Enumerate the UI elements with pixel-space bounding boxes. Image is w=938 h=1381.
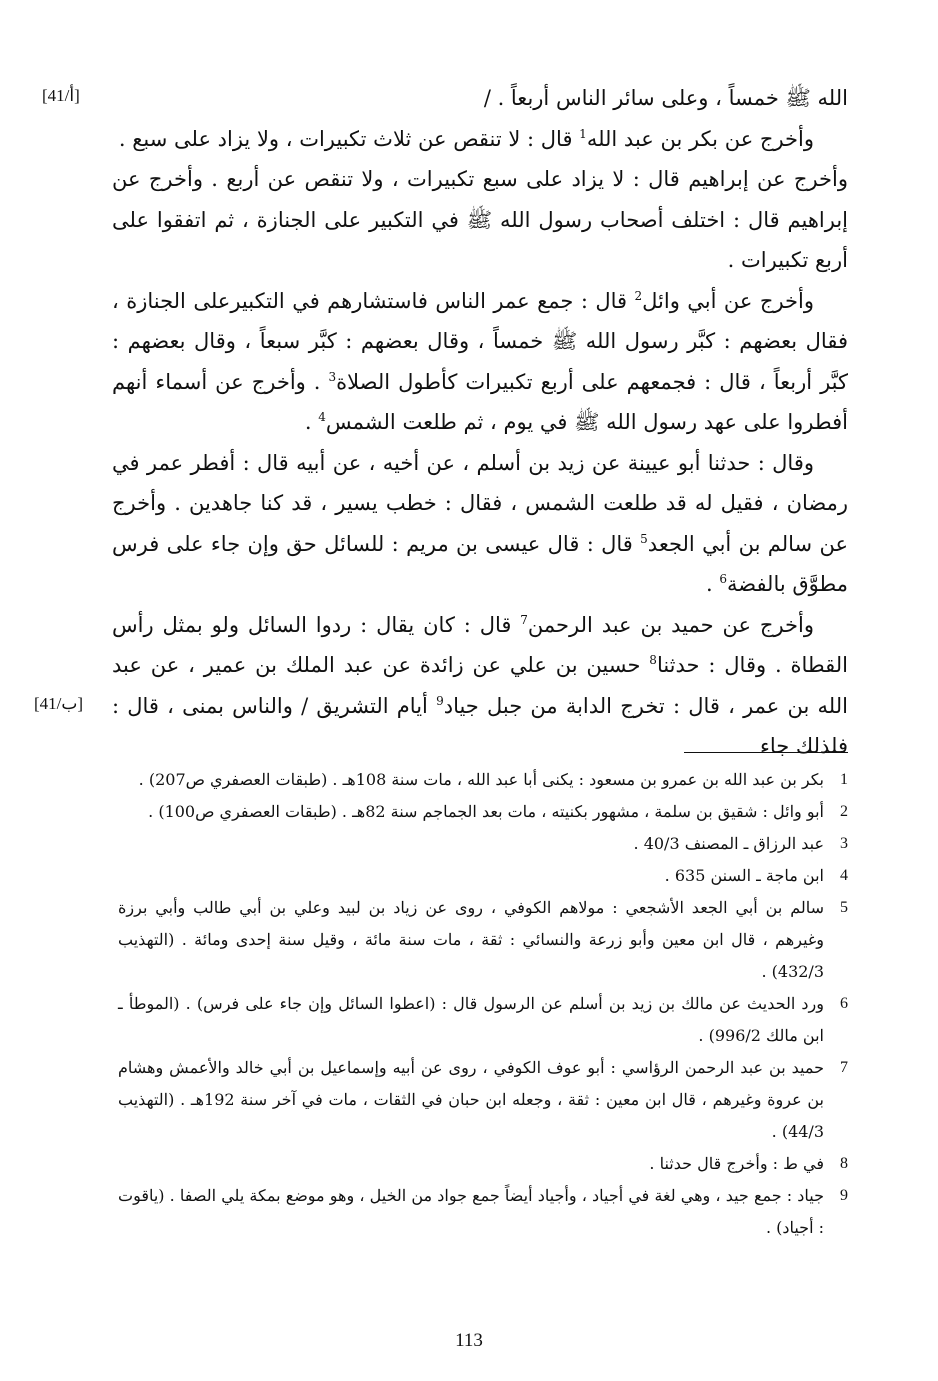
footnotes xyxy=(118,764,848,1244)
paragraph-1-text-b: قال : لا تنقص عن ثلاث تكبيرات ، ولا يزاد على سبع . xyxy=(118,126,580,151)
paragraph-5-text-c: حسين بن علي عن زائدة عن عبد الملك بن عمير ، عن عبد الله بن عمر ، قال : تخرج الدابة من جبل جياد xyxy=(112,653,848,718)
paragraph-5-text-d: أيام التشريق / والناس بمنى ، قال : فلذلك جاء xyxy=(112,693,848,758)
footnote-number: 3 xyxy=(840,835,848,852)
footnote-number: 5 xyxy=(840,899,848,916)
footnote-1 xyxy=(118,764,848,796)
paragraph-5-text-b: قال : كان يقال : ردوا السائل ولو بمثل رأس القطاة . وقال : حدثنا xyxy=(112,612,848,677)
footnote-5 xyxy=(118,892,848,988)
footnote-text: جياد : جمع جيد ، وهي لغة في أجياد ، وأجياد أيضاً جمع جواد من الخيل ، وهو موضع بمكة يلي الصفا . (ياقوت : أجياد) . xyxy=(118,1186,824,1237)
footnote-number: 7 xyxy=(840,1059,848,1076)
footnote-ref-7[interactable]: 7 xyxy=(520,612,528,627)
paragraph-5-text-a: وأخرج عن حميد بن عبد الرحمن xyxy=(527,612,814,637)
footnote-ref-8[interactable]: 8 xyxy=(649,653,657,667)
footnote-separator xyxy=(684,752,848,753)
footnote-9 xyxy=(118,1180,848,1244)
paragraph-3 xyxy=(112,281,848,443)
footnote-8 xyxy=(118,1148,848,1180)
footnote-text: ورد الحديث عن مالك بن زيد بن أسلم عن الرسول قال : (اعطوا السائل وإن جاء على فرس) . (الموطأ ـ ابن مالك 996/2) . xyxy=(118,994,824,1045)
page-number: 113 xyxy=(455,1330,483,1351)
footnote-7 xyxy=(118,1052,848,1148)
footnote-text: حميد بن عبد الرحمن الرؤاسي : أبو عوف الكوفي ، روى عن أبيه وإسماعيل بن أبي خالد والأعمش وهشام بن عروة وغيرهم ، قال ابن معين : ثقة ، وجعله ابن حبان في الثقات ، مات في آخر سنة 192هـ . (التهذيب 44/3) . xyxy=(118,1058,824,1141)
paragraph-4-text-b: قال : قال عيسى بن مريم : للسائل حق وإن جاء على فرس مطوَّق بالفضة xyxy=(112,531,848,596)
paragraph-4-text-c: . xyxy=(705,572,720,596)
footnote-number: 1 xyxy=(840,771,848,788)
footnote-6 xyxy=(118,988,848,1052)
footnote-ref-2[interactable]: 2 xyxy=(634,288,643,303)
footnote-ref-9[interactable]: 9 xyxy=(436,693,444,708)
paragraph-3-text-c: . وأخرج عن أسماء أنهم أفطروا على عهد رسول الله ﷺ في يوم ، ثم طلعت الشمس xyxy=(112,369,848,434)
footnote-number: 6 xyxy=(840,995,848,1012)
main-text xyxy=(112,78,848,767)
paragraph-3-text-a: وأخرج عن أبي وائل xyxy=(642,288,814,313)
paragraph-5 xyxy=(112,605,848,767)
footnote-ref-5[interactable]: 5 xyxy=(640,531,648,546)
paragraph-1-text-a: وأخرج عن بكر بن عبد الله xyxy=(586,126,814,151)
paragraph-2: وأخرج عن إبراهيم قال : لا يزاد على سبع تكبيرات ، ولا تنقص عن أربع . وأخرج عن إبراهيم قال : اختلف أصحاب رسول الله ﷺ في التكبير على الجنازة ، ثم اتفقوا على أربع تكبيرات . xyxy=(112,167,848,272)
paragraph-1 xyxy=(112,119,848,160)
footnote-number: 2 xyxy=(840,803,848,820)
footnote-number: 8 xyxy=(840,1155,848,1172)
footnote-text: عبد الرزاق ـ المصنف 40/3 . xyxy=(633,834,824,853)
paragraph-4-text-a: وقال : حدثنا أبو عيينة عن زيد بن أسلم ، عن أخيه ، عن أبيه قال : أفطر عمر في رمضان ، فقيل له قد طلعت الشمس ، فقال : خطب يسير ، قد كنا جاهدين . وأخرج عن سالم بن أبي الجعد xyxy=(112,450,848,556)
footnote-2 xyxy=(118,796,848,828)
footnote-ref-3[interactable]: 3 xyxy=(328,369,337,384)
footnote-number: 9 xyxy=(840,1187,848,1204)
footnote-text: أبو وائل : شقيق بن سلمة ، مشهور بكنيته ، مات بعد الجماجم سنة 82هـ . (طبقات العصفري ص100) . xyxy=(148,802,824,821)
folio-marker-side: [41/ب] xyxy=(34,694,84,713)
footnote-text: ابن ماجة ـ السنن 635 . xyxy=(664,866,824,885)
footnote-number: 4 xyxy=(840,867,848,884)
footnote-ref-6[interactable]: 6 xyxy=(719,572,727,586)
paragraph-3-text-b: قال : جمع عمر الناس فاستشارهم في التكبيرعلى الجنازة ، فقال بعضهم : كبَّر رسول الله ﷺ خمساً ، وقال بعضهم : كبَّر سبعاً ، وقال بعضهم : كبَّر أربعاً ، قال : فجمعهم على أربع تكبيرات كأطول الصلاة xyxy=(112,288,848,394)
footnote-3 xyxy=(118,828,848,860)
paragraph-3-text-d: . xyxy=(304,410,319,434)
footnote-ref-4[interactable]: 4 xyxy=(318,410,326,424)
paragraph-4 xyxy=(112,443,848,605)
footnote-text: بكر بن عبد الله بن عمرو بن مسعود : يكنى أبا عبد الله ، مات سنة 108هـ . (طبقات العصفري ص207) . xyxy=(138,770,824,789)
folio-marker-top: [أ/41] xyxy=(42,86,80,105)
footnote-ref-1[interactable]: 1 xyxy=(579,126,587,141)
footnote-4 xyxy=(118,860,848,892)
footnote-text: في ط : وأخرج قال حدثنا . xyxy=(649,1154,824,1173)
text-line-1: الله ﷺ خمساً ، وعلى سائر الناس أربعاً . / xyxy=(483,86,848,110)
footnote-text: سالم بن أبي الجعد الأشجعي : مولاهم الكوفي ، روى عن زياد بن لبيد وعلي بن أبي طالب وأبي برزة وغيرهم ، قال ابن معين وأبو زرعة والنسائي : ثقة ، مات سنة مائة ، وقيل سنة إحدى ومائة . (التهذيب 432/3) . xyxy=(118,898,825,981)
